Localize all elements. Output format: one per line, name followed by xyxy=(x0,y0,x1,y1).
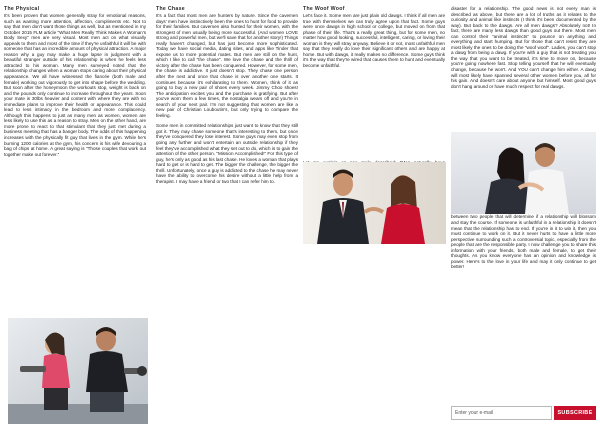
section-paragraph: Some men in committed relationships just want to know that they still got it. They may chase someone that's interesting to them, but once they've conquered they lose interest. Some guys may even stop from going any further and won't entertain an outside relationship if they feel they've accomplished what they set out to do, which is to gain the attention of the other person. "Mission Accomplished!" For this type of guy, he's only as good as his last chase. He loves a woman that plays hard to get or is hard to get. The bigger the challenge, the bigger the thrill. Unfortunately, once a guy is addicted to the chase he may never have the ability to overcome his desire without a little help from a therapist. I may have a friend or two that I can refer him to. xyxy=(156,123,298,184)
section-paragraph: It's a fact that most men are hunters by nature. Since the cavemen days' men have instinctively been the ones to hunt for food to provide for their families. But cavemen also hunted for their women, with the strongest of men usually being more successful. (And women LOVE strong and powerful men, but we'll save that for another story!) Things really haven't changed, but has just become more sophisticated. Today we have social media, dating sites, and apps like Tinder that expose us to more potential mates. But men are still on the hunt, which I like to call "the chase". We love the chase and the thrill of victory after the chase has been conquered. However, for some men, the chase is addictive. It just doesn't stop. They chase one person after the next and once that chase is over another one starts. It continues because it's exhilarating to them. Women, think of it as going to buy a new pair of shoes every week. Jimmy Choo shoes! The anticipation excites you and the purchase is gratifying. But after you've worn them a few times, the nostalgia wears off and you're in search of your next pair. I'm not suggesting that women are like a new pair of Christian Louboutin's, but only trying to compare the feeling. xyxy=(156,13,298,118)
article-section-chase xyxy=(156,6,298,189)
couple-conversation-photo xyxy=(303,162,446,244)
section-title-physical: The Physical xyxy=(4,6,40,12)
email-input[interactable] xyxy=(451,406,552,420)
couple-embrace-photo xyxy=(451,132,596,214)
section-paragraph: It's been proven that women generally stray for emotional reasons, such as wanting more attention, affection, compliments etc. Not to say that men don't want those things as well, but as mentioned in my October 2015 FLM article "What Men Really Think Makes A Woman's Body Sexy" men are very visual. Most men act on what visually appeals to them and most of the time if they're unfaithful it will be with someone that has an incredible amount of physical attraction. A major reason why a guy may make a huge lapse in judgment with a beautiful stranger outside of his relationship is when he feels less attracted to his woman. Many men surveyed noted that the relationship changes when a woman stops caring about their physical appearance. We all have witnessed the fiancée (both male and female) working out vigorously to get into shape before the wedding. But soon after the honeymoon the workouts stop, weight is back on and the pounds only continue to increase throughout the years. Soon your mate is 30lbs heavier and content with where they are with no immediate plans to improve their health or appearance. This could lead to less intimacy in the bedroom and more complacency. Although this happens to just as many men as women, women are less likely to use this as a reason to stray. Men on the other hand, are more prone to react to that stimulant that they just met during a business meeting that has a banger body. The odds of this happening increases with the physically fit guy that lives in the gym. While he's burning 1200 calories at the gym, his concern is his wife devouring a bag of chips at home. A great saying is "Those couples that work out together make out forever." xyxy=(4,13,146,157)
section-title-woof-woof: The Woof Woof xyxy=(303,6,345,12)
section-paragraph: between two people that will determine if a relationship will blossom and stay the course. If someone is unfaithful in a relationship it doesn't mean that the relationship has to end. If you're in it to win it, then you must continue to work on it. But it never hurts to have a little more perspective surrounding such a controversial topic, especially from the people that are the responsible party. I now challenge you to share this information with your friends, both male and female, to get their thoughts. As you know everyone has an opinion and knowledge is power. Here's to the love in your life and may it only continue to get better! xyxy=(451,214,596,270)
gym-couple-photo xyxy=(8,318,148,424)
subscribe-form xyxy=(451,406,596,420)
section-title-chase: The Chase xyxy=(156,6,185,12)
section-paragraph: disaster for a relationship. The good news is not every man is described as above, but there are a lot of truths as it relates to the curiosity and animal like instincts (I think it's been documented by the way). But back to the dawgs. Are all men dawgs? Absolutely not! In fact, there are many less dawgs than good guys out there. Most men can control their "animal instincts" to pounce on anything and everything and start humping. But for those that can't resist they are most likely the ones to be doing the "woof woof". Ladies, you can't stop a dawg from being a dawg. If you're with a guy that is not treating you the way that you want to be treated, it's time to move on, because you're going nowhere fast. Stop telling yourself that he will eventually change, because he won't. And YOU can't change him either. A dawg will most likely have spanned several other women before you, all for his gain. And doesn't care about anyone but himself. Most good guys don't hang around or have much respect for real dawgs. xyxy=(451,6,596,89)
subscribe-button[interactable]: SUBSCRIBE xyxy=(554,406,596,420)
section-paragraph: Let's face it. Some men are just plain old dawgs. I think if all men are true with themselves we can truly agree upon that fact. Some guys were once dawgs in high school or college, but moved on from that phase of their life. That's a really great thing, but for some men, no matter how good looking, successful, intelligent, caring, or loving their woman is they will stray anyway. Believe it or not, most unfaithful men say that they really do love their significant others and are happy at home. But with dawgs, it really makes no difference. Some guys think it's the way that they're wired that causes them to hunt and eventually become unfaithful. xyxy=(303,13,445,68)
article-section-physical xyxy=(4,6,146,162)
